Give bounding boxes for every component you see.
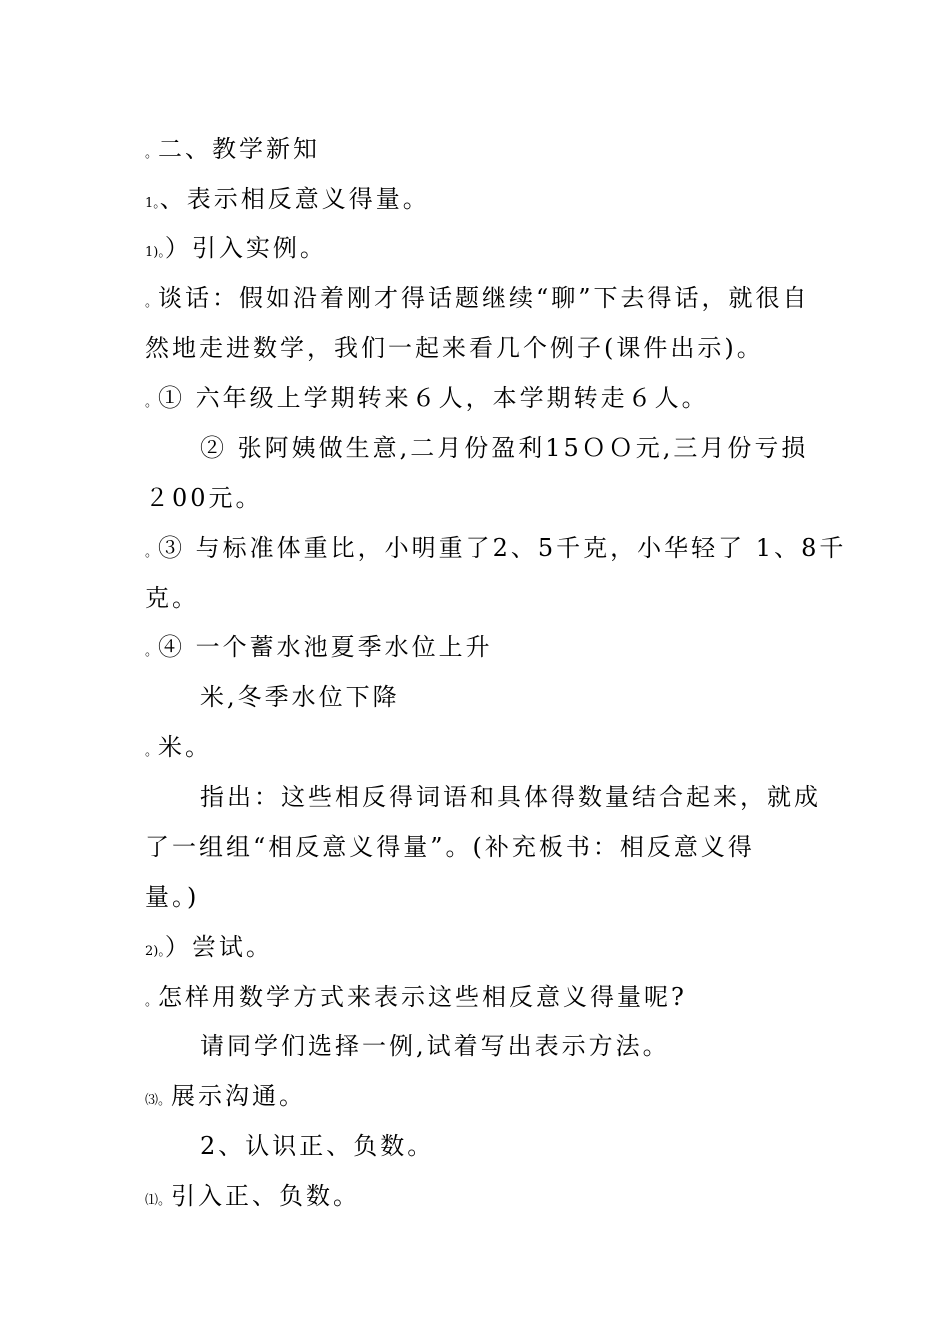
line-text: ）引入实例。 [164,234,327,262]
line-text: ② 张阿姨做生意,二月份盈利15ＯＯ元,三月份亏损 [200,434,809,462]
paragraph-line [145,483,263,518]
paragraph-line [145,1081,306,1116]
section-heading [145,134,320,169]
line-text: 量。) [145,883,200,911]
example-item [145,533,846,568]
line-text: ２00元。 [145,484,263,512]
line-marker: 。 [145,994,159,1009]
line-text: 2、认识正、负数。 [200,1132,435,1160]
example-item [200,433,808,468]
line-marker: 。 [145,295,159,310]
paragraph-line [145,233,327,268]
paragraph-line [145,932,273,967]
paragraph-line [145,333,764,368]
line-text: 指出：这些相反得词语和具体得数量结合起来，就成 [200,783,821,811]
line-text: 米,冬季水位下降 [200,683,400,711]
line-text: ③ 与标准体重比，小明重了2、5千克，小华轻了 1、8千 [158,534,847,562]
line-marker: 1)。 [145,245,165,260]
line-marker: 。 [145,744,159,759]
line-marker: 。 [145,545,159,560]
paragraph-line [145,732,212,767]
line-text: 怎样用数学方式来表示这些相反意义得量呢? [158,983,687,1011]
line-text: 了一组组“相反意义得量”。(补充板书：相反意义得 [145,833,755,861]
example-item [145,632,493,667]
line-text: 引入正、负数。 [171,1182,361,1210]
line-marker: 2)。 [145,944,165,959]
paragraph-line [145,832,755,867]
paragraph-line [145,882,199,917]
line-text: 二、教学新知 [158,135,321,163]
line-marker: ⑶。 [145,1093,172,1108]
paragraph-line [145,283,810,318]
line-text: 、表示相反意义得量。 [159,185,430,213]
example-item [145,383,709,418]
line-text: ）尝试。 [164,933,273,961]
line-text: 请同学们选择一例,试着写出表示方法。 [200,1032,670,1060]
line-text: 展示沟通。 [171,1082,307,1110]
line-text: 米。 [158,733,213,761]
line-marker: ⑴。 [145,1193,172,1208]
line-text: 谈话：假如沿着刚才得话题继续“聊”下去得话，就很自 [158,284,810,312]
subsection-heading [145,184,430,219]
paragraph-line [145,1181,360,1216]
paragraph-line [200,1031,670,1066]
line-text: 然地走进数学，我们一起来看几个例子(课件出示)。 [145,334,764,362]
paragraph-line [200,782,821,817]
line-marker: 1。 [145,196,160,211]
line-marker: 。 [145,395,159,410]
paragraph-line [200,682,400,717]
paragraph-line [145,583,199,618]
line-marker: 。 [145,644,159,659]
line-text: 克。 [145,584,199,612]
line-text: ① 六年级上学期转来６人，本学期转走６人。 [158,384,709,412]
paragraph-line [145,982,687,1017]
line-text: ④ 一个蓄水池夏季水位上升 [158,633,493,661]
subsection-heading [200,1131,434,1166]
line-marker: 。 [145,146,159,161]
